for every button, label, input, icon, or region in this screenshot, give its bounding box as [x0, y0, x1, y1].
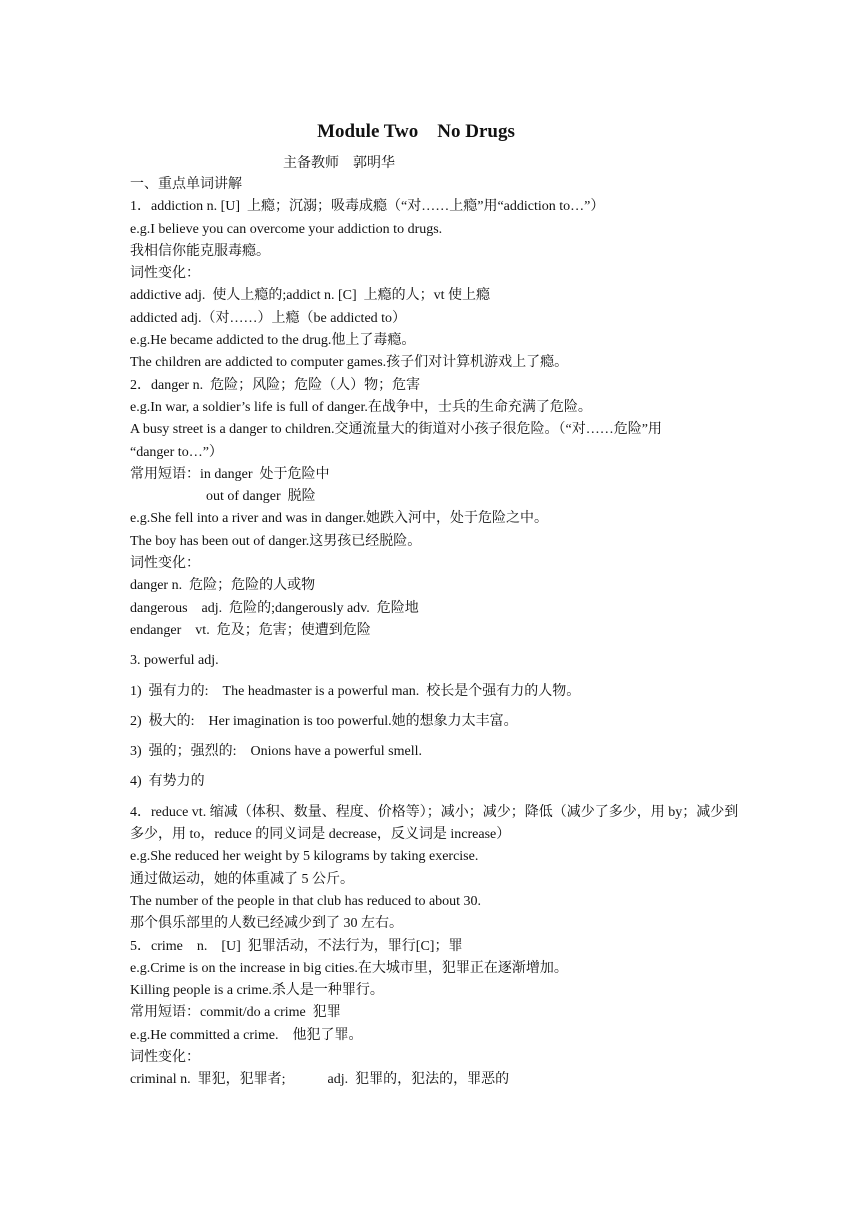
text-line: A busy street is a danger to children.交通流量大的街道对小孩子很危险。（“对……危险”用	[130, 422, 662, 438]
text-line: 2．danger n. 危险；风险；危险（人）物；危害	[130, 377, 421, 393]
text-line: criminal n. 罪犯，犯罪者; adj. 犯罪的，犯法的，罪恶的	[130, 1072, 510, 1088]
text-line: addicted adj.（对……）上瘾（be addicted to）	[130, 310, 407, 326]
text-line: 2) 极大的: Her imagination is too powerful.她的想象力太丰富。	[130, 713, 518, 729]
author-line: 主备教师 郭明华	[283, 156, 395, 171]
text-line: “danger to…”）	[130, 444, 223, 460]
text-line: e.g.Crime is on the increase in big cities.在大城市里，犯罪正在逐渐增加。	[130, 960, 568, 976]
text-line: e.g.She fell into a river and was in danger.她跌入河中，处于危险之中。	[130, 511, 548, 527]
text-line: 常用短语：commit/do a crime 犯罪	[130, 1005, 341, 1021]
text-line: e.g.In war, a soldier’s life is full of danger.在战争中，士兵的生命充满了危险。	[130, 399, 592, 415]
text-line: e.g.He became addicted to the drug.他上了毒瘾。	[130, 333, 416, 349]
text-line: 词性变化：	[130, 556, 200, 572]
document-title: Module Two No Drugs	[317, 121, 515, 142]
text-line: addictive adj. 使人上瘾的;addict n. [C] 上瘾的人；vt 使上瘾	[130, 288, 491, 304]
text-line: e.g.He committed a crime. 他犯了罪。	[130, 1027, 363, 1043]
text-line: The number of the people in that club has reduced to about 30.	[130, 893, 482, 909]
document-body	[130, 174, 740, 1092]
section-heading: 一、重点单词讲解	[130, 177, 242, 192]
text-line: 常用短语：in danger 处于危险中	[130, 466, 330, 482]
text-line: dangerous adj. 危险的;dangerously adv. 危险地	[130, 600, 419, 616]
text-line: 3) 强的；强烈的: Onions have a powerful smell.	[130, 744, 423, 760]
text-line: e.g.I believe you can overcome your addiction to drugs.	[130, 221, 443, 237]
text-line: 1．addiction n. [U] 上瘾；沉溺；吸毒成瘾（“对……上瘾”用“addiction to…”）	[130, 199, 605, 215]
text-line: The children are addicted to computer games.孩子们对计算机游戏上了瘾。	[130, 355, 569, 371]
text-line: Killing people is a crime.杀人是一种罪行。	[130, 983, 384, 999]
text-line: 5．crime n. [U] 犯罪活动，不法行为，罪行[C]；罪	[130, 938, 463, 954]
text-line: 那个俱乐部里的人数已经减少到了 30 左右。	[130, 916, 403, 932]
text-line: endanger vt. 危及；危害；使遭到危险	[130, 622, 371, 638]
text-line: 4) 有势力的	[130, 774, 205, 790]
text-line: 词性变化：	[130, 266, 200, 282]
text-line: out of danger 脱险	[206, 489, 316, 505]
text-line: 1) 强有力的: The headmaster is a powerful man. 校长是个强有力的人物。	[130, 683, 581, 699]
text-line: 词性变化：	[130, 1049, 200, 1065]
text-line: 我相信你能克服毒瘾。	[130, 243, 270, 259]
text-line: The boy has been out of danger.这男孩已经脱险。	[130, 533, 422, 549]
text-line: 3. powerful adj.	[130, 653, 219, 669]
text-line: danger n. 危险；危险的人或物	[130, 578, 316, 594]
text-line: e.g.She reduced her weight by 5 kilograms by taking exercise.	[130, 849, 479, 865]
text-line: 通过做运动，她的体重减了 5 公斤。	[130, 871, 354, 887]
text-paragraph: 4．reduce vt. 缩减（体积、数量、程度、价格等）；减小；减少；降低（减少了多少，用 by；减少到多少，用 to，reduce 的同义词是 decrease，反义词是 increase）	[130, 804, 739, 843]
